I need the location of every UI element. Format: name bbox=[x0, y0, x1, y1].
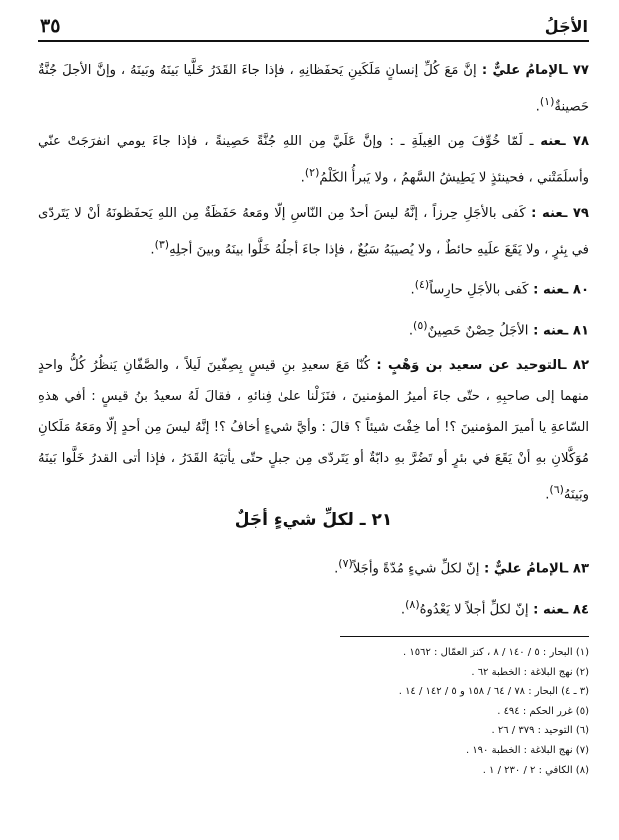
hadith-text: إنَّ مَعَ كُلِّ إنسانٍ مَلَكَينِ يَحفَظانِهِ ، فإذا جاءَ القَدَرُ خَلَّيا بَينَهُ وبَينَهُ ، وإنَّ الأجلَ جُنَّةٌ حَصينةٌ bbox=[38, 63, 589, 115]
header-rule bbox=[38, 40, 589, 42]
hadith-entry: ٨٠ ـعنه : كَفى بالأجَلِ حارِساً$^{(٤)}$. bbox=[410, 278, 589, 298]
hadith-source: التوحيد عن سعيد بن وَهْبٍ bbox=[388, 357, 562, 373]
hadith-source: الإمامُ عليٌّ bbox=[493, 561, 564, 577]
footnote-ref: (٨) bbox=[405, 598, 420, 612]
hadith-source: عنه bbox=[542, 322, 564, 338]
hadith-entry: ٧٨ ـعنه ـ لَمّا خُوِّفَ مِن الغِيلَةِ ـ : وإنَّ عَلَيَّ مِن اللهِ جُنَّةً حَصِينةً ، فإذا جاءَ يومي انفرَجَتْ عنّي وأسلَمَتْني ، فحينئذٍ لا يَطِيشُ السَّهمُ ، ولا يَبرأُ الكَلْمُ$^{(٢)}$. bbox=[38, 134, 589, 186]
section-heading: ٢١ ـ لكلِّ شيءٍ أجَلٌ bbox=[234, 510, 393, 530]
footnote: (٨) الكافي : ٢ / ٢٣٠ / ١ . bbox=[482, 764, 589, 776]
section-hadith-list bbox=[38, 548, 589, 631]
footnotes bbox=[300, 643, 589, 780]
hadith-number: ٨١ ـ bbox=[563, 322, 589, 338]
footnote: (٦) التوحيد : ٣٧٩ / ٢٦ . bbox=[491, 725, 589, 737]
footnote-ref: (٧) bbox=[338, 557, 353, 570]
hadith-text: كَفى بالأجَلِ حِرزاً ، إنَّهُ ليسَ أحدٌ مِن النّاسِ إلّا ومَعهُ حَفَظَةٌ مِن اللهِ يَحفَظونَهُ أنْ لا يَتَردّى في بِئرٍ ، ولا يَقَعَ علَيهِ حائطٌ ، ولا يُصيبَهُ سَبُعٌ ، فإذا جاءَ أجلُهُ خَلَّوا بينَهُ وبينَ أجلِهِ bbox=[38, 205, 589, 258]
footnote-ref: (٦) bbox=[549, 482, 564, 496]
hadith-text: الأجَلُ حِصْنٌ حَصِينٌ bbox=[427, 322, 529, 338]
hadith-number: ٨٣ ـ bbox=[563, 561, 589, 577]
hadith-entry: ٧٧ ـالإمامُ عليٌّ : إنَّ مَعَ كُلِّ إنسانٍ مَلَكَينِ يَحفَظانِهِ ، فإذا جاءَ القَدَرُ خَلَّيا بَينَهُ وبَينَهُ ، وإنَّ الأجلَ جُنَّةٌ حَصينةٌ$^{(١)}$. bbox=[38, 63, 589, 115]
hadith-source: عنه bbox=[540, 134, 562, 150]
hadith-list bbox=[38, 55, 589, 514]
hadith-text: ـ لَمّا خُوِّفَ مِن الغِيلَةِ ـ : وإنَّ عَلَيَّ مِن اللهِ جُنَّةً حَصِينةً ، فإذا جاءَ يومي انفرَجَتْ عنّي وأسلَمَتْني ، فحينئذٍ لا يَطِيشُ السَّهمُ ، ولا يَبرأُ الكَلْمُ bbox=[38, 134, 589, 186]
hadith-text: كُنّا مَعَ سعيدِ بنِ قيسٍ بِصِفّينَ لَيلاً ، والصَّفّانِ يَنظُرُ كُلُّ واحدٍ منهما إلى صاحبِهِ ، حتّى جاءَ أميرُ المؤمنينَ ، فنَزَلْنا علىٰ فِنائهِ ، فقالَ لَهُ سعيدُ بنُ قيسٍ : أفي هذهِ السّاعةِ يا أميرَ المؤمنينَ ؟! أما خِفْتَ شيئاً ؟ قالَ : وأيَّ شيءٍ أخافُ ؟! إنَّهُ ليسَ مِن أحدٍ إلّا ومَعَهُ مَلَكانِ مُوَكَّلانِ بهِ أنْ يَقَعَ في بئرٍ أو تَضُرَّ بهِ دابّةٌ أو يَتَردّى مِن جبلٍ حتّى يأتيَهُ القَدَرُ ، فإذا أتى القدرُ خَلَّوا بَينَهُ وبَينَهُ bbox=[38, 357, 589, 503]
hadith-source: عنه bbox=[542, 602, 564, 618]
hadith-number: ٧٧ ـ bbox=[563, 63, 589, 78]
hadith-text: كَفى بالأجَلِ حارِساً bbox=[429, 282, 529, 298]
hadith-number: ٨٤ ـ bbox=[563, 602, 589, 618]
page-number: ٣٥ bbox=[40, 15, 61, 37]
hadith-source: الإمامُ عليٌّ bbox=[492, 63, 564, 78]
footnote: (٥) غرر الحكم : ٤٩٤ . bbox=[497, 705, 589, 717]
footnote-ref: (٥) bbox=[413, 318, 428, 332]
hadith-source: عنه bbox=[541, 205, 563, 221]
hadith-text: إنّ لكلِّ شيءٍ مُدّةً وأجَلاً bbox=[352, 561, 480, 577]
footnote-rule bbox=[340, 636, 589, 637]
footnote: (٣ ـ ٤) البحار : ٧٨ / ٦٤ / ١٥٨ و ٥ / ١٤٢ / ١٤ . bbox=[398, 686, 589, 698]
footnote-ref: (٣) bbox=[154, 237, 170, 251]
footnote: (٧) نهج البلاغة : الخطبة ١٩٠ . bbox=[465, 744, 589, 756]
hadith-entry: ٨٣ ـالإمامُ عليٌّ : إنّ لكلِّ شيءٍ مُدّةً وأجَلاً$^{(٧)}$. bbox=[334, 557, 589, 577]
hadith-number: ٧٩ ـ bbox=[562, 205, 589, 221]
running-title: الأجَلُ bbox=[544, 16, 588, 36]
hadith-number: ٨٢ ـ bbox=[562, 357, 589, 373]
footnote: (٢) نهج البلاغة : الخطبة ٦٢ . bbox=[471, 666, 589, 678]
hadith-text: إنّ لكلِّ أجلاً لا يَعْدُوهُ bbox=[419, 602, 529, 618]
footnote: (١) البحار : ٥ / ١٤٠ / ٨ ، كنز العمّال : ١٥٦٢ . bbox=[403, 647, 589, 658]
footnote-ref: (٢) bbox=[304, 166, 320, 180]
hadith-entry: ٨٢ ـالتوحيد عن سعيد بن وَهْبٍ : كُنّا مَعَ سعيدِ بنِ قيسٍ بِصِفّينَ لَيلاً ، والصَّفّانِ يَنظُرُ كُلُّ واحدٍ منهما إلى صاحبِهِ ، حتّى جاءَ أميرُ المؤمنينَ ، فنَزَلْنا علىٰ فِنائهِ ، فقالَ لَهُ سعيدُ بنُ قيسٍ : أفي هذهِ السّاعةِ يا أميرَ المؤمنينَ ؟! أما خِفْتَ شيئاً ؟ قالَ : وأيَّ شيءٍ أخافُ ؟! إنَّهُ ليسَ مِن أحدٍ إلّا ومَعَهُ مَلَكانِ مُوَكَّلانِ بهِ أنْ يَقَعَ في بئرٍ أو تَضُرَّ بهِ دابّةٌ أو يَتَردّى مِن جبلٍ حتّى يأتيَهُ القَدَرُ ، فإذا أتى القدرُ خَلَّوا بَينَهُ وبَينَهُ$^{(٦)}$. bbox=[38, 357, 589, 503]
hadith-entry: ٨١ ـعنه : الأجَلُ حِصْنٌ حَصِينٌ$^{(٥)}$. bbox=[408, 318, 589, 338]
hadith-entry: ٧٩ ـعنه : كَفى بالأجَلِ حِرزاً ، إنَّهُ ليسَ أحدٌ مِن النّاسِ إلّا ومَعهُ حَفَظَةٌ مِن اللهِ يَحفَظونَهُ أنْ لا يَتَردّى في بِئرٍ ، ولا يَقَعَ علَيهِ حائطٌ ، ولا يُصيبَهُ سَبُعٌ ، فإذا جاءَ أجلُهُ خَلَّوا بينَهُ وبينَ أجلِهِ$^{(٣)}$. bbox=[38, 205, 589, 258]
footnote-ref: (٤) bbox=[414, 278, 430, 292]
hadith-entry: ٨٤ ـعنه : إنّ لكلِّ أجلاً لا يَعْدُوهُ$^{(٨)}$. bbox=[400, 598, 589, 618]
hadith-source: عنه bbox=[542, 282, 564, 298]
page-header bbox=[40, 14, 588, 38]
hadith-number: ٨٠ ـ bbox=[563, 282, 589, 298]
footnote-ref: (١) bbox=[539, 95, 555, 108]
hadith-number: ٧٨ ـ bbox=[561, 134, 589, 150]
